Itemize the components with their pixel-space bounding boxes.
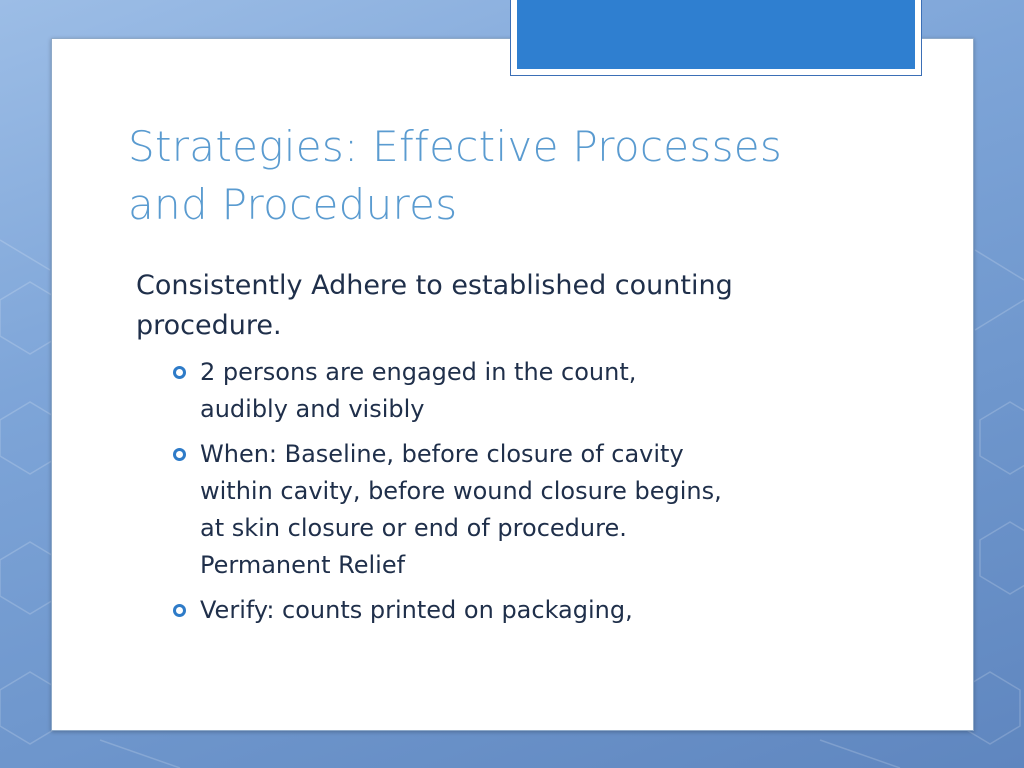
bullet-line: Permanent Relief <box>200 551 406 579</box>
bullet-line: within cavity, before wound closure begins, <box>200 477 722 505</box>
slide-title <box>128 118 928 234</box>
accent-tab <box>510 0 922 76</box>
slide-body <box>136 266 896 637</box>
accent-bar <box>517 0 915 69</box>
lead-line-2: procedure. <box>136 310 282 341</box>
bullet-list <box>136 354 896 629</box>
lead-paragraph <box>136 266 896 346</box>
bullet-item <box>172 436 896 584</box>
bullet-item <box>172 354 896 428</box>
lead-line-1: Consistently Adhere to established counting <box>136 270 733 301</box>
bullet-line: audibly and visibly <box>200 395 425 423</box>
circle-bullet-icon <box>172 447 187 462</box>
slide-title-line-2: and Procedures <box>128 180 458 229</box>
bullet-item <box>172 592 896 629</box>
circle-bullet-icon <box>172 365 187 380</box>
bullet-line: at skin closure or end of procedure. <box>200 514 627 542</box>
bullet-line: 2 persons are engaged in the count, <box>200 358 637 386</box>
circle-bullet-icon <box>172 603 187 618</box>
slide-title-line-1: Strategies: Effective Processes <box>128 122 783 171</box>
bullet-line: Verify: counts printed on packaging, <box>200 596 633 624</box>
bullet-line: When: Baseline, before closure of cavity <box>200 440 684 468</box>
